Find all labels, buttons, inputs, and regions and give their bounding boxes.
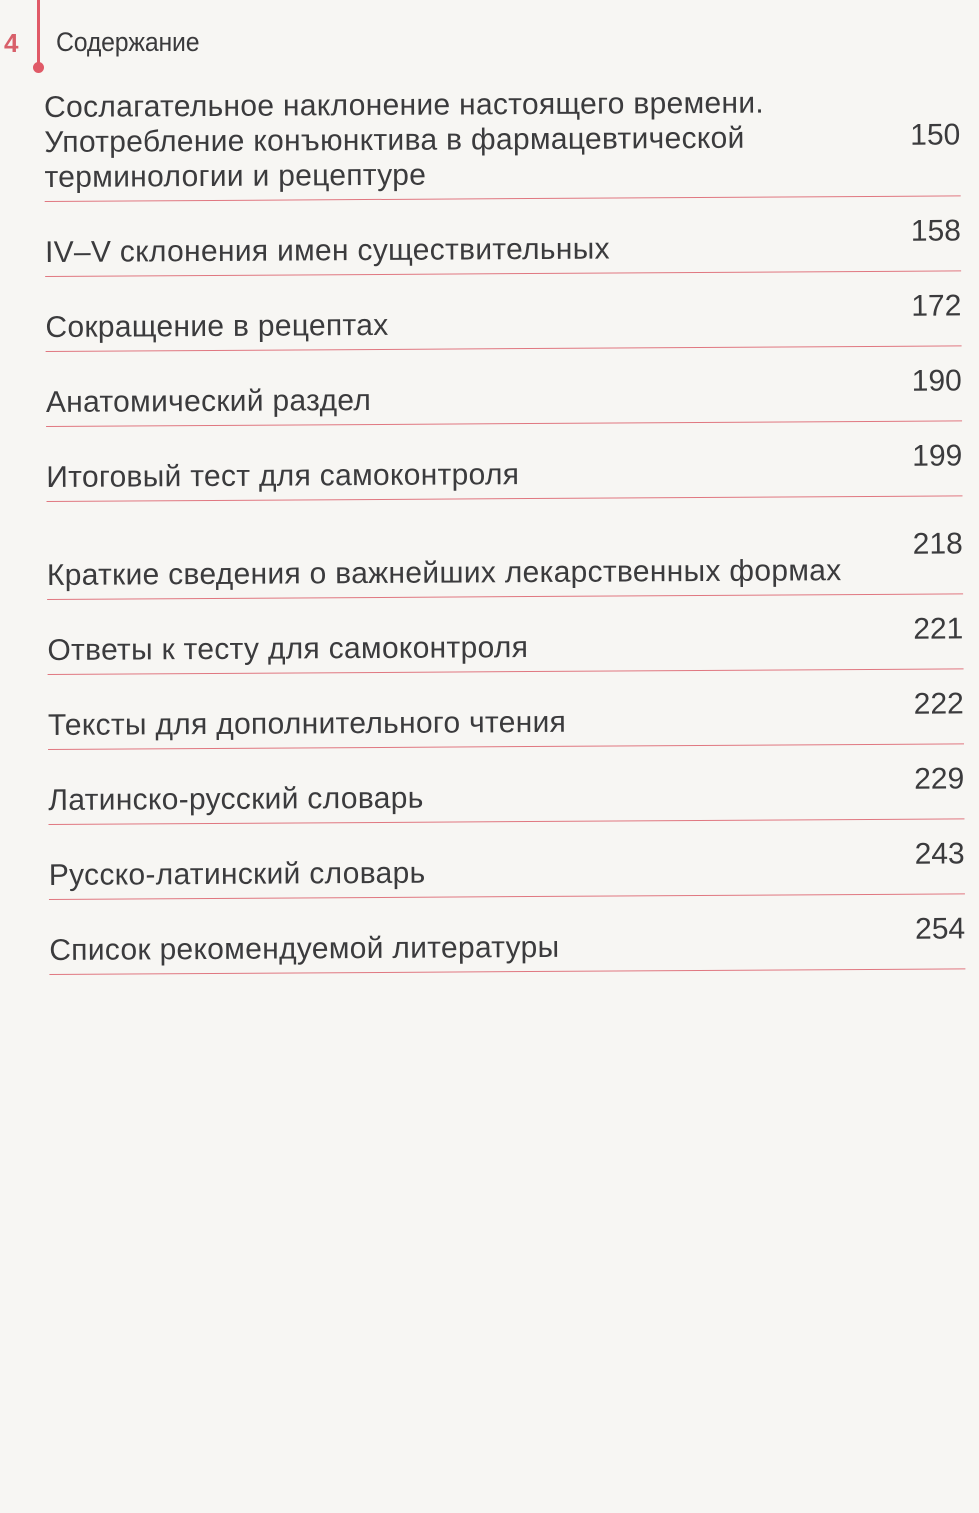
toc-entry[interactable] bbox=[49, 904, 965, 975]
toc-entry-page: 150 bbox=[910, 118, 961, 152]
section-title: Содержание bbox=[56, 27, 200, 57]
toc-entry-title: Анатомический раздел bbox=[45, 384, 372, 419]
toc-entry-title: Краткие сведения о важнейших лекарственных формах bbox=[46, 554, 842, 592]
toc-entry[interactable] bbox=[45, 206, 961, 277]
toc-entry-title: Тексты для дополнительного чтения bbox=[47, 705, 567, 742]
toc-entry-page: 190 bbox=[911, 363, 962, 398]
toc-entry-title: Список рекомендуемой литературы bbox=[49, 930, 560, 967]
toc-entry-title: Сослагательное наклонение настоящего времени. Употребление конъюнктива в фармацевтической терминологии и рецептуре bbox=[44, 86, 765, 194]
header-accent-dot bbox=[33, 62, 44, 73]
toc-entry[interactable] bbox=[48, 679, 964, 750]
toc-entry[interactable] bbox=[47, 506, 964, 600]
toc-entry-title: Итоговый тест для самоконтроля bbox=[46, 458, 520, 494]
toc-entry-page: 158 bbox=[910, 213, 961, 248]
page-header bbox=[0, 0, 979, 80]
toc-entry-page: 222 bbox=[913, 686, 964, 721]
toc-entry-title: IV–V склонения имен существительных bbox=[44, 232, 610, 269]
toc-entry[interactable] bbox=[45, 281, 961, 352]
toc-entry[interactable] bbox=[49, 829, 965, 900]
toc-entry[interactable] bbox=[48, 754, 964, 825]
toc-entry[interactable] bbox=[47, 604, 963, 675]
toc-entry-title: Русско-латинский словарь bbox=[48, 856, 426, 892]
toc-entry[interactable] bbox=[46, 431, 962, 502]
toc-entry-page: 254 bbox=[914, 911, 966, 946]
toc-entry-page: 243 bbox=[914, 836, 965, 871]
table-of-contents bbox=[44, 82, 965, 975]
toc-entry-page: 221 bbox=[913, 611, 964, 646]
toc-entry-page: 172 bbox=[911, 288, 962, 323]
page-number: 4 bbox=[4, 28, 19, 58]
toc-entry-page: 218 bbox=[912, 527, 963, 561]
toc-entry-page: 199 bbox=[912, 438, 963, 473]
toc-entry[interactable] bbox=[46, 356, 962, 427]
toc-entry-title: Ответы к тесту для самоконтроля bbox=[47, 631, 529, 667]
toc-entry-page: 229 bbox=[914, 761, 965, 796]
toc-entry-title: Латинско-русский словарь bbox=[48, 781, 424, 817]
header-accent-rule bbox=[37, 0, 40, 66]
toc-entry[interactable] bbox=[44, 82, 961, 202]
toc-entry-title: Сокращение в рецептах bbox=[45, 308, 389, 344]
